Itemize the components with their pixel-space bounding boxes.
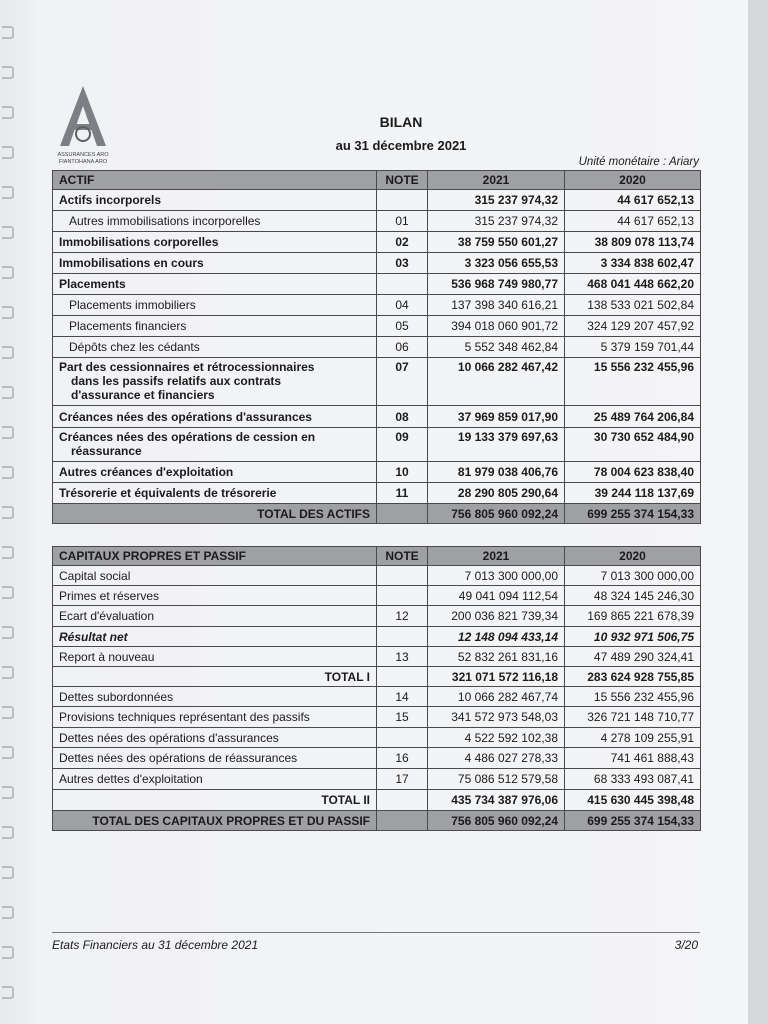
column-header: 2020: [565, 171, 701, 190]
total-row: TOTAL DES CAPITAUX PROPRES ET DU PASSIF 756 805 960 092,24 699 255 374 154,33: [53, 811, 701, 831]
svg-text:ASSURANCES ARO: ASSURANCES ARO: [57, 152, 109, 158]
column-header: ACTIF: [53, 171, 377, 190]
table-row: Placements 536 968 749 980,77 468 041 448 662,20: [53, 274, 701, 295]
footer-title: Etats Financiers au 31 décembre 2021: [52, 938, 259, 952]
table-row: Ecart d'évaluation 12 200 036 821 739,34 169 865 221 678,39: [53, 606, 701, 627]
subtotal-row: TOTAL II 435 734 387 976,06 415 630 445 398,48: [53, 790, 701, 811]
table-row: Report à nouveau 13 52 832 261 831,16 47 489 290 324,41: [53, 647, 701, 667]
subtotal-row: TOTAL I 321 071 572 116,18 283 624 928 755,85: [53, 667, 701, 687]
column-header: 2021: [428, 547, 565, 566]
table-header: [53, 171, 701, 190]
table-row: Primes et réserves 49 041 094 112,54 48 324 145 246,30: [53, 586, 701, 606]
table-row: Dépôts chez les cédants 06 5 552 348 462,84 5 379 159 701,44: [53, 337, 701, 358]
table-header: [53, 547, 701, 566]
table-row: Capital social 7 013 300 000,00 7 013 300 000,00: [53, 566, 701, 586]
table-row: Placements financiers 05 394 018 060 901,72 324 129 207 457,92: [53, 316, 701, 337]
table-row: Provisions techniques représentant des passifs 15 341 572 973 548,03 326 721 148 710,77: [53, 707, 701, 728]
table-row: Dettes subordonnées 14 10 066 282 467,74 15 556 232 455,96: [53, 687, 701, 707]
table-row: Immobilisations en cours 03 3 323 056 655,53 3 334 838 602,47: [53, 253, 701, 274]
table-row: Part des cessionnaires et rétrocessionnaires dans les passifs relatifs aux contrats d'assurance et financiers 07 10 066 282 467,42 15 556 232 455,96: [53, 358, 701, 406]
passif-table: [52, 546, 701, 831]
table-row: Résultat net 12 148 094 433,14 10 932 971 506,75: [53, 627, 701, 647]
currency-unit: Unité monétaire : Ariary: [578, 156, 699, 168]
page-edge: [748, 0, 768, 1024]
page-title: BILAN: [379, 114, 423, 130]
column-header: NOTE: [377, 171, 428, 190]
table-row: Créances nées des opérations de cession en réassurance 09 19 133 379 697,63 30 730 652 484,90: [53, 428, 701, 462]
page-subtitle: au 31 décembre 2021: [335, 138, 467, 153]
spiral-binding: [0, 20, 16, 1010]
table-row: Placements immobiliers 04 137 398 340 616,21 138 533 021 502,84: [53, 295, 701, 316]
table-row: Autres dettes d'exploitation 17 75 086 512 579,58 68 333 493 087,41: [53, 769, 701, 790]
footer-divider: [52, 932, 700, 933]
table-row: Autres créances d'exploitation 10 81 979 038 406,76 78 004 623 838,40: [53, 462, 701, 483]
table-row: Actifs incorporels 315 237 974,32 44 617 652,13: [53, 190, 701, 211]
column-header: 2020: [565, 547, 701, 566]
column-header: 2021: [428, 171, 565, 190]
total-row: TOTAL DES ACTIFS 756 805 960 092,24 699 255 374 154,33: [53, 504, 701, 524]
page-number: 3/20: [674, 938, 698, 952]
table-row: Immobilisations corporelles 02 38 759 550 601,27 38 809 078 113,74: [53, 232, 701, 253]
table-row: Autres immobilisations incorporelles 01 315 237 974,32 44 617 652,13: [53, 211, 701, 232]
svg-text:FIANTOHANA ARO: FIANTOHANA ARO: [58, 159, 108, 165]
table-row: Créances nées des opérations d'assurances 08 37 969 859 017,90 25 489 764 206,84: [53, 406, 701, 428]
table-row: Dettes nées des opérations d'assurances 4 522 592 102,38 4 278 109 255,91: [53, 728, 701, 748]
table-row: Trésorerie et équivalents de trésorerie 11 28 290 805 290,64 39 244 118 137,69: [53, 483, 701, 504]
table-row: Dettes nées des opérations de réassurances 16 4 486 027 278,33 741 461 888,43: [53, 748, 701, 769]
actif-table: [52, 170, 701, 524]
column-header: CAPITAUX PROPRES ET PASSIF: [53, 547, 377, 566]
column-header: NOTE: [377, 547, 428, 566]
